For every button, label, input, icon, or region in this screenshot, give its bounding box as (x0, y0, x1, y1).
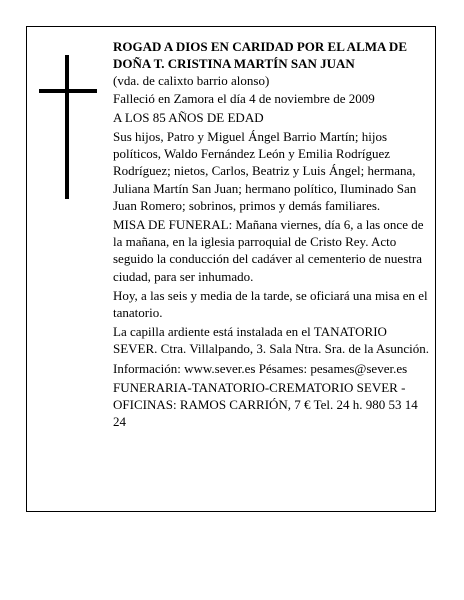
cross-vertical-bar (65, 55, 69, 199)
chapel-paragraph: La capilla ardiente está instalada en el TANATORIO SEVER. Ctra. Villalpando, 3. Sala Ntra. Sra. de la Asunción. (113, 324, 429, 357)
funeral-home-paragraph: FUNERARIA-TANATORIO-CREMATORIO SEVER - OFICINAS: RAMOS CARRIÓN, 7 € Tel. 24 h. 980 53 14 24 (113, 379, 418, 430)
evening-mass-paragraph: Hoy, a las seis y media de la tarde, se oficiará una misa en el tanatorio. (113, 287, 428, 321)
cross-horizontal-bar (39, 89, 97, 93)
obituary-text (113, 38, 433, 432)
cross-icon (39, 55, 97, 199)
family-paragraph: Sus hijos, Patro y Miguel Ángel Barrio Martín; hijos políticos, Waldo Fernández León y Emilia Rodríguez Rodríguez; nietos, Carlos, Beatriz y Luis Ángel; hermana, Juliana Martín San Juan; hermano político, Iluminado San Juan Romero; sobrinos, primos y demás familiares. (113, 129, 417, 213)
funeral-mass-paragraph: MISA DE FUNERAL: Mañana viernes, día 6, a las once de la mañana, en la iglesia parroquial de Cristo Rey. Acto seguido la conducción del cadáver al cementerio de nuestra ciudad, para ser inhumado. (113, 217, 424, 284)
obituary-frame (26, 26, 436, 512)
info-paragraph: Información: www.sever.es Pésames: pesames@sever.es (113, 360, 408, 376)
widow-note: (vda. de calixto barrio alonso) (113, 73, 270, 89)
death-line: Falleció en Zamora el día 4 de noviembre de 2009 (113, 90, 375, 106)
age-line: A LOS 85 AÑOS DE EDAD (113, 109, 264, 125)
deceased-name: ROGAD A DIOS EN CARIDAD POR EL ALMA DE DOÑA T. CRISTINA MARTÍN SAN JUAN (113, 39, 407, 72)
